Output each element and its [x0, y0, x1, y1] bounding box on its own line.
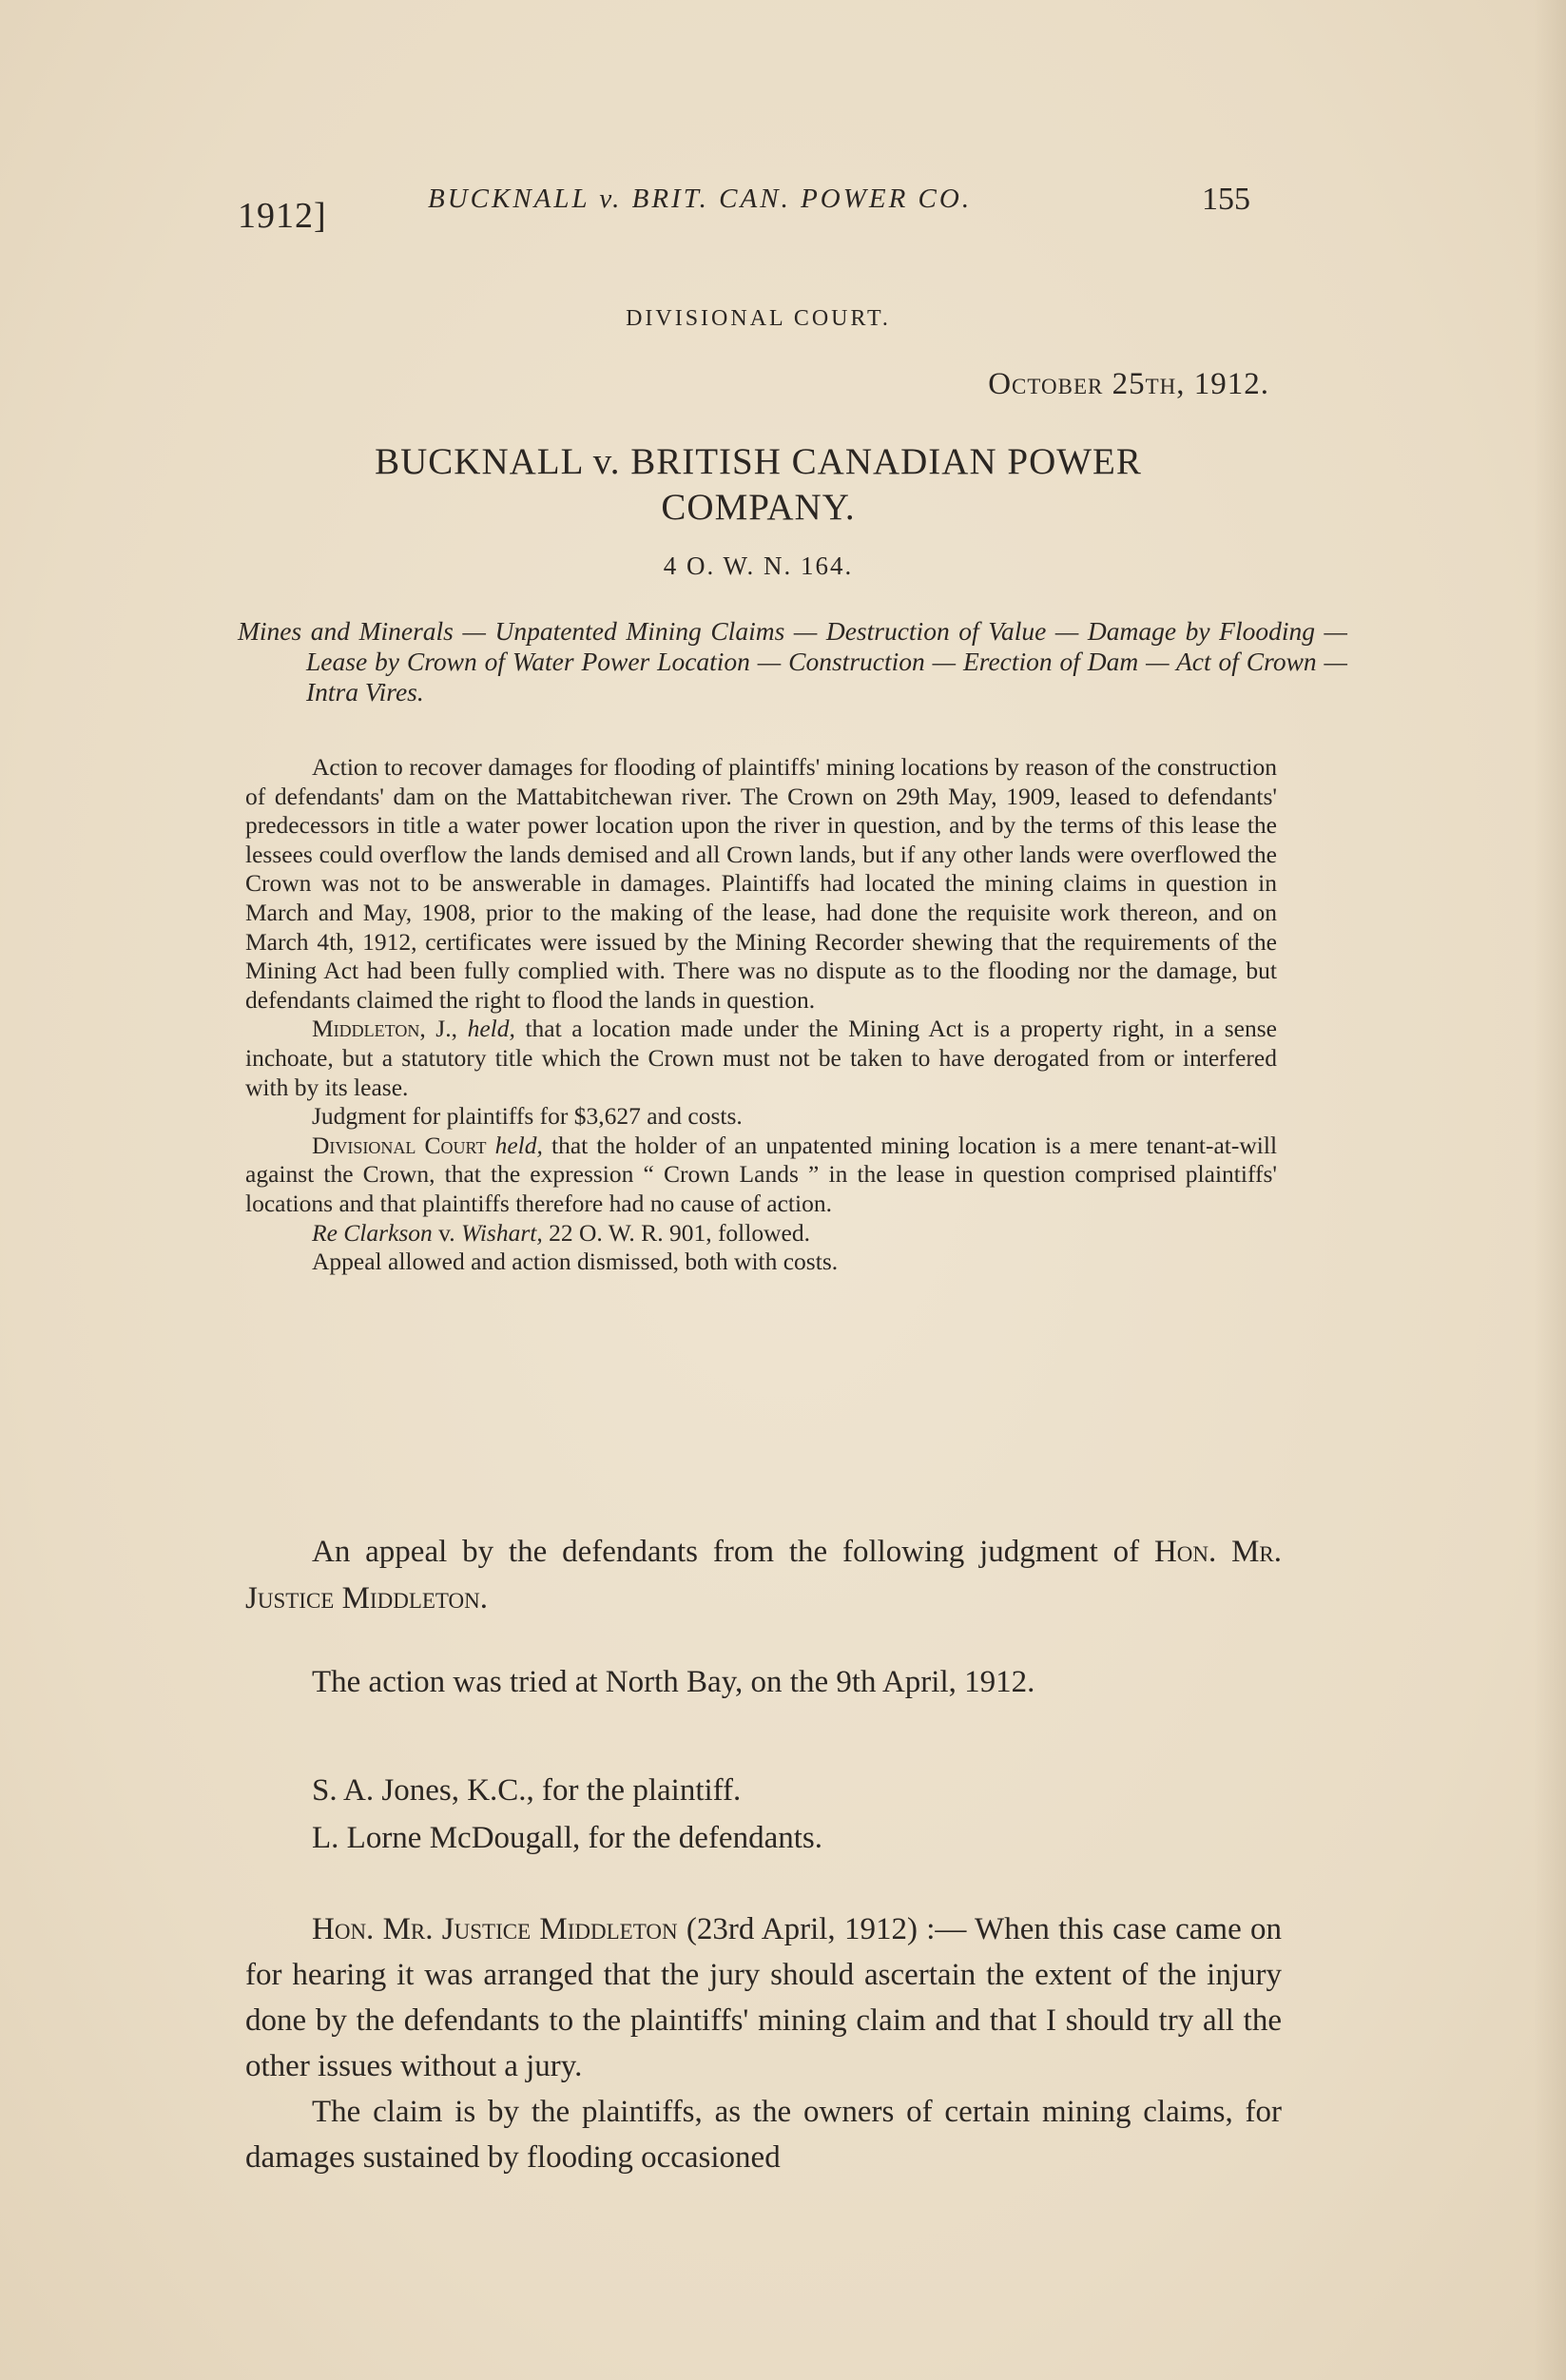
case-title-line-2: COMPANY. — [661, 487, 856, 528]
judgment-paragraph — [245, 1906, 1282, 2089]
running-head — [238, 176, 1269, 236]
counsel-block — [245, 1767, 1282, 1862]
page-edge — [1534, 0, 1566, 2380]
headnote-trial-judgment: Judgment for plaintiffs for $3,627 and costs. — [312, 1102, 743, 1131]
decision-date: October 25th, 1912. — [988, 367, 1269, 401]
authority-case: Re Clarkson — [312, 1218, 433, 1247]
appeal-holding-text: that the holder of an unpatented mining location is a mere tenant-at-will against the Crown, that the expression “ Crown Lands ” in the lease in question comprised plaintiffs' locations and that plaintiffs therefore had no cause of action. — [245, 1131, 1278, 1217]
appeal-court-name: Divisional Court — [312, 1131, 487, 1159]
judgment-block — [245, 1906, 1282, 2180]
running-head-title: BUCKNALL v. BRIT. CAN. POWER CO. — [428, 184, 973, 214]
running-head-year: 1912] — [238, 196, 327, 236]
citation: 4 O. W. N. 164. — [663, 551, 854, 580]
authority-reference: 22 O. W. R. 901, followed. — [549, 1218, 810, 1247]
headnote-trial-holding — [245, 1015, 1277, 1102]
trial-holding-text: that a location made under the Mining Act is a property right, in a sense inchoate, but a statutory title which the Crown must not be taken to have derogated from or interfered with by its lease. — [245, 1015, 1277, 1101]
counsel-defendants: L. Lorne McDougall, for the defendants. — [312, 1821, 822, 1855]
court-heading: DIVISIONAL COURT. — [626, 306, 891, 331]
authority-party: Wishart, — [461, 1218, 543, 1247]
appeal-text: An appeal by the defendants from the following judgment of — [312, 1535, 1140, 1569]
trial-text: The action was tried at North Bay, on the 9th April, 1912. — [312, 1665, 1035, 1699]
judgment-judge: Hon. Mr. Justice Middleton — [312, 1912, 678, 1946]
case-title — [238, 439, 1279, 531]
held-label: held, — [467, 1015, 515, 1043]
headnote-disposition: Appeal allowed and action dismissed, both with costs. — [312, 1248, 839, 1276]
appeal-paragraph — [245, 1529, 1282, 1622]
case-title-line-1: BUCKNALL v. BRITISH CANADIAN POWER — [375, 441, 1142, 482]
trial-paragraph — [245, 1659, 1282, 1706]
authority-v: v. — [438, 1218, 455, 1247]
counsel-plaintiff: S. A. Jones, K.C., for the plaintiff. — [312, 1773, 742, 1808]
headnote-facts: Action to recover damages for flooding of plaintiffs' mining locations by reason of the construction of defendants' dam on the Mattabitchewan river. The Crown on 29th May, 1909, leased to defendants' predecessors in title a water power location upon the river in question, and by the terms of this lease the lessees could overflow the lands demised and all Crown lands, but if any other lands were overflowed the Crown was not to be answerable in damages. Plaintiffs had located the mining claims in question in March and May, 1908, prior to the making of the lease, had done the requisite work thereon, and on March 4th, 1912, certificates were issued by the Mining Recorder shewing that the requirements of the Mining Act had been fully complied with. There was no dispute as to the flooding nor the damage, but defendants claimed the right to flood the lands in question. — [245, 753, 1277, 1014]
headnote-appeal-holding — [245, 1132, 1277, 1219]
appeal-judge: Hon. Mr. Justice Middleton. — [245, 1535, 1283, 1616]
headnote-authority — [245, 1219, 1277, 1248]
catchwords: Mines and Minerals — Unpatented Mining Claims — Destruction of Value — Damage by Flooding — Lease by Crown of Water Power Location — Construction — Erection of Dam — Act of Crown — Intra Vires. — [238, 616, 1347, 706]
held-label: held, — [494, 1131, 543, 1159]
trial-judge-name: Middleton, J., — [312, 1015, 457, 1043]
judgment-text: (23rd April, 1912) :— When this case came on for hearing it was arranged that the jury should ascertain the extent of the injury done by the defendants to the plaintiffs' mining claim and that I should try all the other issues without a jury. — [245, 1912, 1283, 2083]
claim-paragraph: The claim is by the plaintiffs, as the owners of certain mining claims, for damages sustained by flooding occasioned — [245, 2095, 1282, 2175]
headnote — [245, 753, 1277, 1277]
page-number: 155 — [1202, 182, 1250, 217]
